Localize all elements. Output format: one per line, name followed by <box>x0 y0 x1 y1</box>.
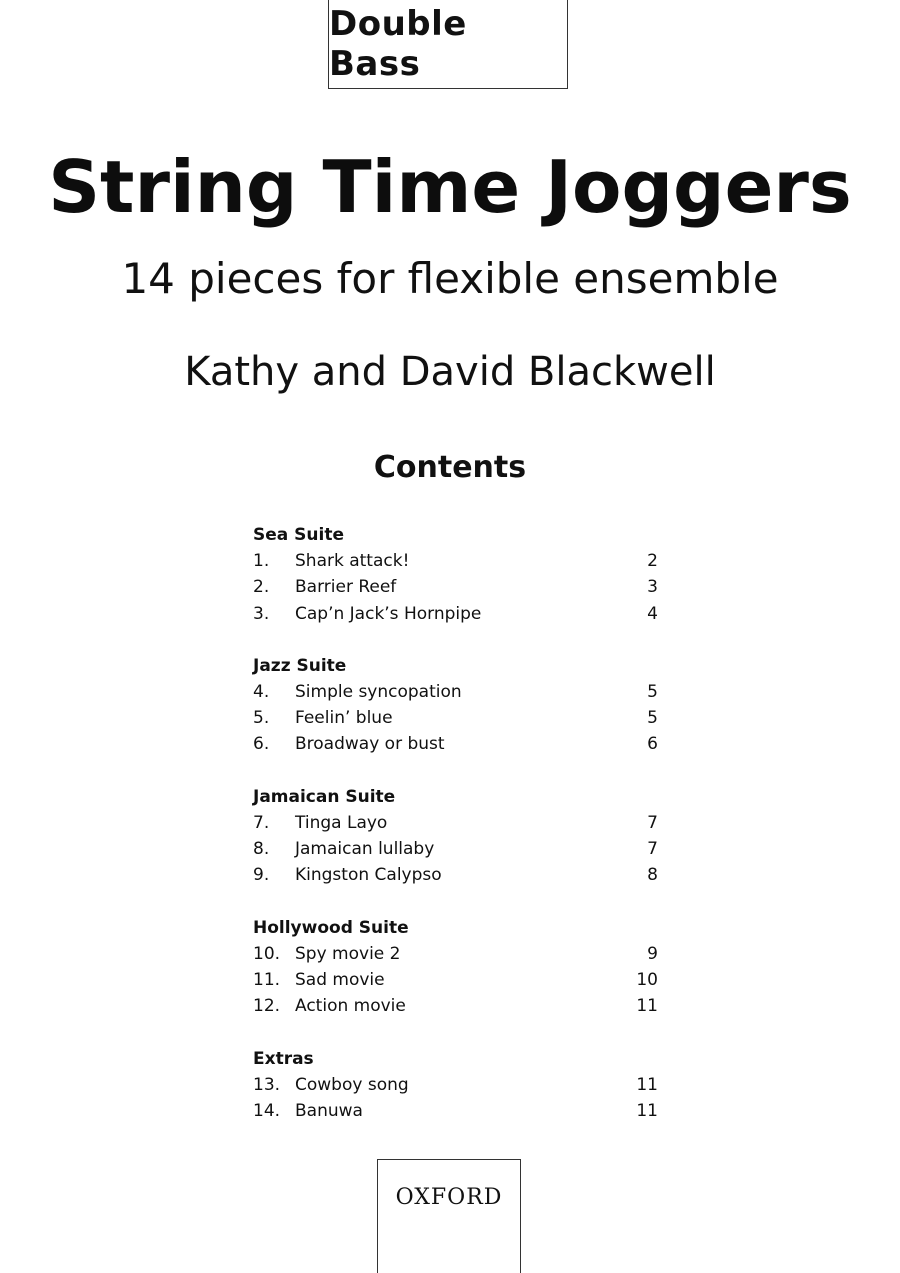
entry-page: 7 <box>647 839 658 860</box>
entry-title: Action movie <box>295 996 406 1017</box>
book-authors: Kathy and David Blackwell <box>184 349 716 395</box>
table-of-contents <box>253 522 658 1150</box>
entry-number: 2. <box>253 577 270 598</box>
suite-title: Jamaican Suite <box>253 786 396 807</box>
entry-page: 11 <box>636 996 658 1017</box>
book-title: String Time Joggers <box>48 145 852 229</box>
suite-title: Hollywood Suite <box>253 917 409 938</box>
entry-title: Shark attack! <box>295 551 410 571</box>
publisher-logo-box <box>377 1159 521 1273</box>
entry-title: Broadway or bust <box>295 734 445 755</box>
publisher-logo: OXFORD <box>395 1185 503 1210</box>
entry-page: 5 <box>647 681 658 702</box>
toc-entry <box>253 1072 658 1098</box>
suite-jazz <box>253 653 658 758</box>
entry-title: Spy movie 2 <box>295 943 401 964</box>
suite-sea <box>253 522 658 627</box>
suite-title: Extras <box>253 1048 314 1069</box>
suite-hollywood <box>253 915 658 1020</box>
entry-title: Banuwa <box>295 1100 363 1121</box>
entry-page: 7 <box>647 812 658 833</box>
entry-number: 9. <box>253 865 270 886</box>
toc-entry <box>253 836 658 862</box>
entry-number: 10. <box>253 943 281 964</box>
toc-entry <box>253 993 658 1019</box>
entry-number: 13. <box>253 1074 281 1095</box>
suite-jamaican <box>253 784 658 889</box>
entry-number: 7. <box>253 812 270 833</box>
entry-number: 1. <box>253 551 270 571</box>
suite-extras <box>253 1046 658 1125</box>
entry-page: 2 <box>647 551 658 571</box>
entry-number: 4. <box>253 681 270 702</box>
toc-entry <box>253 574 658 600</box>
suite-title: Sea Suite <box>253 525 344 545</box>
entry-number: 3. <box>253 603 270 624</box>
toc-entry <box>253 731 658 757</box>
entry-number: 11. <box>253 969 281 990</box>
entry-number: 12. <box>253 996 281 1017</box>
entry-page: 10 <box>636 969 658 990</box>
entry-title: Sad movie <box>295 969 385 990</box>
instrument-label-box <box>328 0 568 89</box>
entry-number: 14. <box>253 1100 281 1121</box>
toc-entry <box>253 810 658 836</box>
suite-title: Jazz Suite <box>253 655 347 676</box>
entry-title: Simple syncopation <box>295 681 462 702</box>
entry-number: 8. <box>253 839 270 860</box>
toc-entry <box>253 1098 658 1124</box>
entry-title: Barrier Reef <box>295 577 397 598</box>
entry-title: Cap’n Jack’s Hornpipe <box>295 603 482 624</box>
entry-title: Tinga Layo <box>295 812 388 833</box>
entry-page: 8 <box>647 865 658 886</box>
entry-number: 6. <box>253 734 270 755</box>
entry-title: Feelin’ blue <box>295 708 393 729</box>
entry-page: 3 <box>647 577 658 598</box>
toc-entry <box>253 941 658 967</box>
toc-entry <box>253 967 658 993</box>
toc-entry <box>253 601 658 627</box>
book-subtitle: 14 pieces for flexible ensemble <box>121 254 779 303</box>
instrument-label: Double Bass <box>329 4 467 84</box>
toc-entry <box>253 705 658 731</box>
entry-page: 11 <box>636 1074 658 1095</box>
entry-number: 5. <box>253 708 270 729</box>
toc-entry <box>253 548 658 574</box>
toc-entry <box>253 862 658 888</box>
entry-page: 4 <box>647 603 658 624</box>
entry-title: Cowboy song <box>295 1074 409 1095</box>
entry-page: 11 <box>636 1100 658 1121</box>
toc-entry <box>253 679 658 705</box>
entry-page: 9 <box>647 943 658 964</box>
entry-title: Kingston Calypso <box>295 865 442 886</box>
entry-page: 6 <box>647 734 658 755</box>
contents-heading: Contents <box>373 450 527 485</box>
entry-page: 5 <box>647 708 658 729</box>
entry-title: Jamaican lullaby <box>295 839 435 860</box>
